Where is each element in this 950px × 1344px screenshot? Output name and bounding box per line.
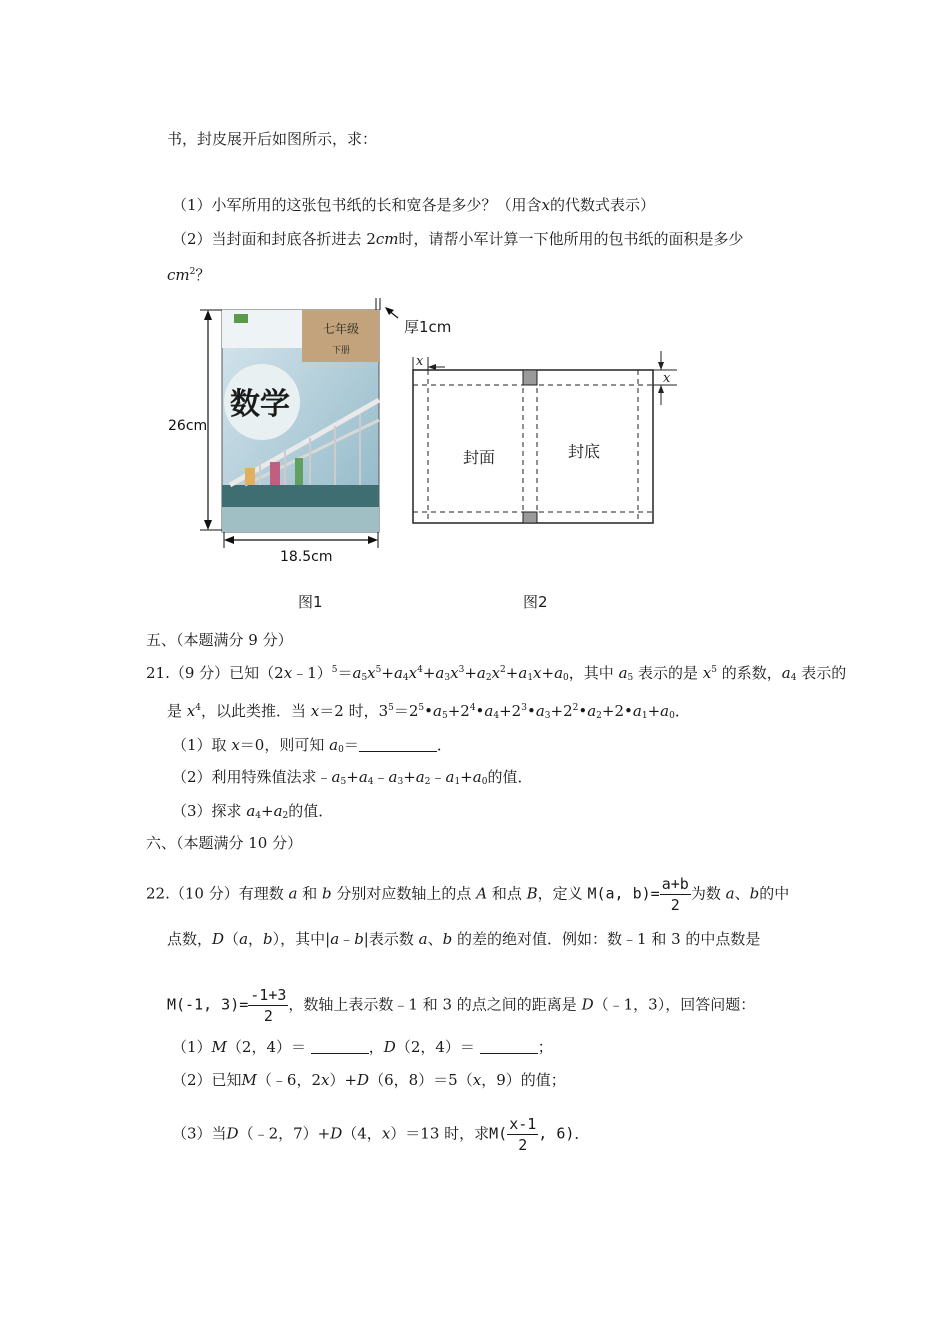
q1-tail: 的代数式表示） [550, 196, 656, 214]
q22-line1: 22.（10 分）有理数 a 和 b 分别对应数轴上的点 A 和点 B，定义 M(a, b)= $\frac{a+b}{2}$ 为数 a、b的中 [146, 875, 790, 914]
q22-def-tail: 为数 [690, 884, 721, 903]
width-arrow-left [224, 536, 234, 544]
back-cover-label: 封底 [568, 442, 601, 461]
height-label: 26cm [168, 418, 208, 434]
width-label: 18.5cm [280, 549, 333, 565]
answer-blank-m24[interactable] [311, 1053, 369, 1054]
q22-sub1: （1）M（2，4）＝ ，D（2，4）＝ ； [172, 1038, 553, 1056]
q22-sub2: （2）已知M（﹣6，2x）+D（6，8）＝5（x，9）的值； [172, 1071, 566, 1089]
q22-ex-tail: ，数轴上表示数﹣1 和 3 的点之间的距离是 [288, 995, 577, 1014]
def-m-ab: M(a, b)= [587, 884, 660, 903]
q2-area-unit: cm [167, 266, 190, 284]
section-5-title: 五、（本题满分 9 分） [146, 631, 293, 649]
q22-s3c: （4， [342, 1124, 382, 1143]
q22-s2b: （﹣6，2 [256, 1071, 321, 1089]
q21-text-a: 是 [167, 702, 183, 720]
q2-text: （2）当封面和封底各折进去 2 [172, 230, 376, 248]
answer-blank-a0[interactable] [359, 751, 437, 752]
def-fraction: $\frac{a+b}{2}$ [661, 875, 689, 914]
figure-1-caption: 图1 [298, 593, 323, 611]
q21-line1: 21.（9 分）已知$(2x﹣1)^5=a_5x^5+a_4x^4+a_3x^3+a_2x^2+a_1x+a_0$，其中 $a_5$ 表示的是 $x^5$ 的系数，$a_4$ 表示的 [146, 664, 847, 683]
q22-s1d: （2，4）＝ [395, 1038, 475, 1056]
q22-line2: 点数，D（a，b），其中|a﹣b|表示数 a、b 的差的绝对值．例如：数﹣1 和 3 的中点数是 [167, 930, 761, 948]
fold-lines [413, 370, 653, 523]
question-2 [172, 228, 744, 250]
x-label-left: x [416, 354, 424, 369]
q22-s3-m-close: , 6) [538, 1124, 575, 1143]
q2-text-b: 时，请帮小军计算一下他所用的包书纸的面积是多少 [398, 230, 744, 248]
q22-intro2: 分别对应数轴上的点 [336, 884, 472, 903]
q22-s3d: ）＝13 时，求 [390, 1124, 490, 1143]
question-1 [172, 194, 655, 216]
height-arrow-bottom [204, 520, 212, 530]
q22-def-tail2: 、 [734, 884, 750, 903]
figure-2-caption: 图2 [523, 593, 548, 611]
q21-s3: （3）探求 [172, 802, 242, 820]
thickness-label: 厚1cm [404, 318, 452, 336]
subject-title: 数学 [230, 387, 290, 422]
outer-rectangle [413, 370, 653, 523]
width-arrow-right [368, 536, 378, 544]
ex-fraction: $\frac{-1+3}{2}$ [250, 986, 287, 1025]
q21-s1b: ＝0，则可知 [239, 736, 325, 754]
q22-line2b: ，其中| [280, 930, 331, 948]
q22-line2c: |表示数 [363, 930, 414, 948]
q22-intro4: ，定义 [537, 884, 583, 903]
q22-s2c: ）+ [329, 1071, 358, 1089]
q1-var: x [541, 196, 551, 214]
front-cover-label: 封面 [463, 448, 496, 467]
q22-and: 和 [302, 884, 318, 903]
q2-unit: cm [375, 230, 399, 248]
q22-line2a: 点数， [167, 930, 213, 948]
q21-s3-tail: 的值． [288, 802, 334, 820]
q22-s3: （3）当 [172, 1124, 227, 1143]
question-2-cont: $cm^2$？ [167, 266, 211, 284]
publisher-logo [234, 314, 248, 323]
q21-number: 21.（9 分）已知（2 [146, 664, 284, 682]
x-label-right: x [663, 371, 671, 386]
q22-ex-tail2: ，回答问题： [665, 995, 756, 1014]
grade-label: 七年级 [323, 322, 360, 336]
q22-intro3: 和点 [491, 884, 522, 903]
q22-s1: （1） [172, 1038, 212, 1056]
q21-line2: 是 $x^4$，以此类推．当 x＝2 时，$3^5=2^5•a_5+2^4•a_4+2^3•a_3+2^2•a_2+2•a_1+a_0$． [167, 702, 690, 721]
ex-m: M(-1, 3)= [167, 995, 249, 1014]
q2-area-tail: ？ [195, 266, 211, 284]
q21-s2-tail: 的值． [487, 768, 533, 786]
q21-s1: （1）取 [172, 736, 227, 754]
q21-sub1: （1）取 x＝0，则可知 $a_0=$ ． [172, 736, 452, 755]
section-6-title: 六、（本题满分 10 分） [146, 834, 303, 852]
figure-2-unfolded [395, 345, 695, 545]
q22-line3: M(-1, 3)= $\frac{-1+3}{2}$ ，数轴上表示数﹣1 和 3 的点之间的距离是 D（﹣1，3），回答问题： [167, 986, 756, 1025]
q21-sub3: （3）探求 $a_4+a_2$的值． [172, 802, 334, 821]
height-arrow-top [204, 310, 212, 320]
q22-s1b: （2，4）＝ [226, 1038, 306, 1056]
q22-s3-m: M( [489, 1124, 508, 1143]
q22-s1c: ， [368, 1038, 384, 1056]
spine-bottom [523, 512, 537, 523]
q22-def-tail3: 的中 [759, 884, 790, 903]
q22-s2d: （6，8）＝5（ [369, 1071, 473, 1089]
q21-text-b: ，以此类推．当 [201, 702, 307, 720]
spine-top [523, 370, 537, 385]
intro-line [167, 128, 377, 150]
q22-intro: 22.（10 分）有理数 [146, 884, 284, 903]
q22-s3e: ． [574, 1124, 590, 1143]
q21-sub2: （2）利用特殊值法求$﹣a_5+a_4﹣a_3+a_2﹣a_1+a_0$的值． [172, 768, 533, 787]
q22-line2d: 的差的绝对值．例如：数﹣1 和 3 的中点数是 [457, 930, 761, 948]
volume-label: 下册 [332, 346, 351, 356]
q21-s2: （2）利用特殊值法求﹣ [172, 768, 332, 786]
q21-text-c: ＝2 时，3 [319, 702, 389, 720]
q22-sub3: （3）当D（﹣2，7）+D（4，x）＝13 时，求M( $\frac{x-1}{2}$ , 6)． [172, 1115, 590, 1154]
answer-blank-d24[interactable] [480, 1053, 538, 1054]
q22-s2e: ，9）的值； [481, 1071, 566, 1089]
q1-text: （1）小军所用的这张包书纸的长和宽各是多少？（用含 [172, 196, 542, 214]
q22-s2: （2）已知 [172, 1071, 242, 1089]
intro-text: 书，封皮展开后如图所示，求： [167, 130, 378, 148]
q22-s3-fraction: $\frac{x-1}{2}$ [509, 1115, 537, 1154]
q22-s1e: ； [537, 1038, 553, 1056]
q22-s3b: （﹣2，7）+ [238, 1124, 331, 1143]
